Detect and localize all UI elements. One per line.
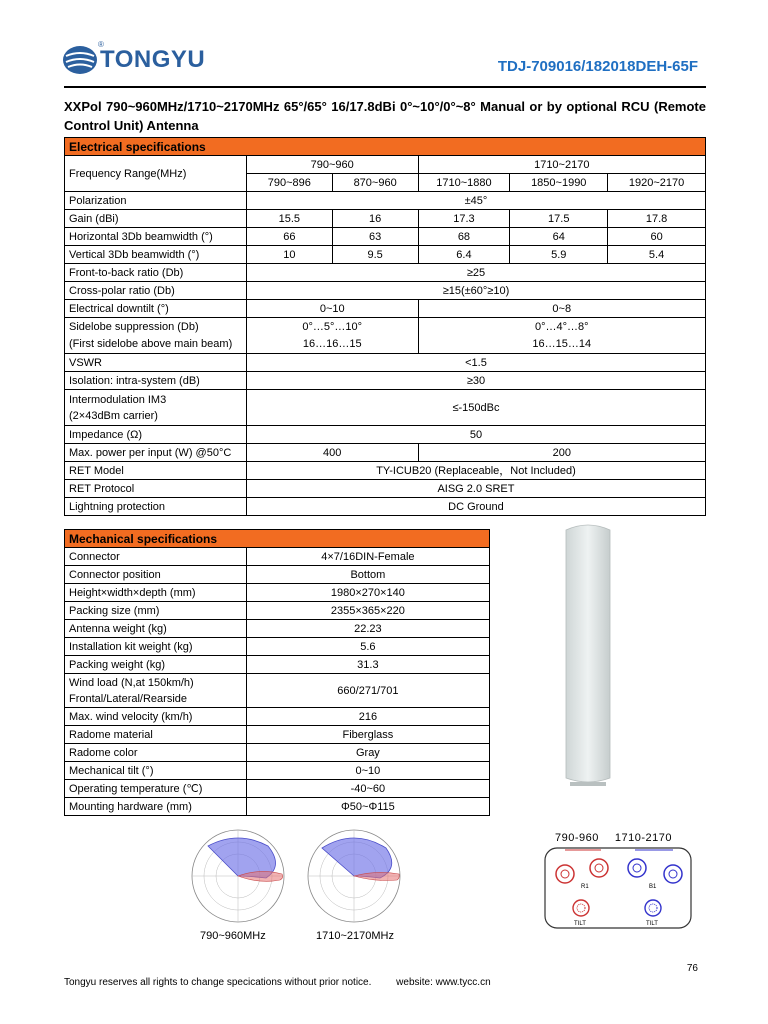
band-high: 1710~2170: [418, 156, 705, 174]
tongyu-logo-icon: [62, 42, 100, 76]
spec-value: 2355×365×220: [246, 602, 489, 620]
wind-label-line-2: Frontal/Lateral/Rearside: [69, 692, 188, 705]
spec-value: 200: [418, 444, 705, 462]
spec-value: 10: [246, 246, 332, 264]
spec-label: Connector: [65, 548, 247, 566]
tilt-port-2: [645, 900, 661, 916]
spec-value: 17.8: [608, 210, 706, 228]
spec-value: ±45°: [246, 192, 705, 210]
spec-value: Bottom: [246, 566, 489, 584]
spec-label: Mounting hardware (mm): [65, 798, 247, 816]
spec-value: 5.9: [510, 246, 608, 264]
spec-label: Packing weight (kg): [65, 656, 247, 674]
mechanical-row: [65, 744, 490, 762]
radiation-pattern-high-band: [304, 826, 404, 926]
spec-value: 16…15…14: [418, 336, 705, 354]
im3-label-line-2: (2×43dBm carrier): [69, 409, 158, 422]
spec-label: Impedance (Ω): [65, 426, 247, 444]
mechanical-row: [65, 798, 490, 816]
spec-label: Electrical downtilt (°): [65, 300, 247, 318]
footer-notice: Tongyu reserves all rights to change specications without prior notice.: [64, 977, 372, 988]
spec-value: 15.5: [246, 210, 332, 228]
footer: [64, 977, 491, 988]
connector-band-high: 1710-2170: [614, 832, 672, 844]
spec-value: 9.5: [332, 246, 418, 264]
tilt-port-1: [573, 900, 589, 916]
mechanical-heading: Mechanical specifications: [65, 530, 490, 548]
connector-port-blue-1: [628, 859, 646, 877]
spec-label: RET Model: [65, 462, 247, 480]
brand-name: TONGYU: [100, 46, 206, 73]
spec-value: AISG 2.0 SRET: [246, 480, 705, 498]
spec-value: 4×7/16DIN-Female: [246, 548, 489, 566]
spec-value: 17.3: [418, 210, 510, 228]
spec-value: 50: [246, 426, 705, 444]
r1-label: R1: [581, 884, 589, 890]
model-number: TDJ-709016/182018DEH-65F: [497, 58, 698, 75]
mechanical-row: [65, 708, 490, 726]
connector-port-red-2: [590, 859, 608, 877]
spec-value: 64: [510, 228, 608, 246]
spec-label: Lightning protection: [65, 498, 247, 516]
registered-mark: ®: [98, 40, 104, 49]
spec-value: ≥25: [246, 264, 705, 282]
mechanical-row: [65, 602, 490, 620]
sub-band: 1920~2170: [608, 174, 706, 192]
spec-value: <1.5: [246, 354, 705, 372]
sub-band: 870~960: [332, 174, 418, 192]
connector-band-labels: [555, 832, 688, 844]
mechanical-row: [65, 566, 490, 584]
spec-value: 31.3: [246, 656, 489, 674]
mechanical-row: [65, 780, 490, 798]
electrical-heading: Electrical specifications: [65, 138, 706, 156]
spec-label: RET Protocol: [65, 480, 247, 498]
b1-label: B1: [649, 884, 657, 890]
spec-label: Vertical 3Db beamwidth (°): [65, 246, 247, 264]
spec-label: Max. power per input (W) @50°C: [65, 444, 247, 462]
gain-row: [65, 210, 706, 228]
page-number: 76: [686, 963, 698, 974]
sub-band: 1850~1990: [510, 174, 608, 192]
spec-label: Max. wind velocity (km/h): [65, 708, 247, 726]
tongyu-logo: [62, 42, 222, 82]
tilt-label-1: TILT: [574, 921, 586, 927]
connector-port-blue-2: [664, 865, 682, 883]
spec-value: 16: [332, 210, 418, 228]
spec-value: 0~8: [418, 300, 705, 318]
pattern-label-low: 790~960MHz: [200, 930, 266, 942]
mechanical-row: [65, 584, 490, 602]
spec-label: Installation kit weight (kg): [65, 638, 247, 656]
spec-value: -40~60: [246, 780, 489, 798]
spec-label: Gain (dBi): [65, 210, 247, 228]
spec-label: Connector position: [65, 566, 247, 584]
sub-band: 790~896: [246, 174, 332, 192]
radiation-pattern-low-band: [188, 826, 288, 926]
spec-value: 1980×270×140: [246, 584, 489, 602]
spec-value: 60: [608, 228, 706, 246]
spec-value: TY-ICUB20 (Replaceable，Not Included): [246, 462, 705, 480]
spec-label: Sidelobe suppression (Db): [65, 318, 247, 336]
spec-label: [65, 674, 247, 708]
spec-value: 17.5: [510, 210, 608, 228]
spec-value: Fiberglass: [246, 726, 489, 744]
spec-label: VSWR: [65, 354, 247, 372]
wind-label-line-1: Wind load (N,at 150km/h): [69, 676, 194, 689]
spec-value: Φ50~Φ115: [246, 798, 489, 816]
antenna-product-image: [560, 520, 616, 790]
spec-value: 66: [246, 228, 332, 246]
spec-value: DC Ground: [246, 498, 705, 516]
spec-label: (First sidelobe above main beam): [65, 336, 247, 354]
mechanical-row: [65, 762, 490, 780]
spec-label: Packing size (mm): [65, 602, 247, 620]
spec-value: 0~10: [246, 762, 489, 780]
spec-value: 5.4: [608, 246, 706, 264]
footer-website: website: www.tycc.cn: [396, 977, 491, 988]
sub-band: 1710~1880: [418, 174, 510, 192]
spec-value: ≥30: [246, 372, 705, 390]
spec-value: 400: [246, 444, 418, 462]
mechanical-row: [65, 638, 490, 656]
spec-label: Mechanical tilt (°): [65, 762, 247, 780]
spec-label: Cross-polar ratio (Db): [65, 282, 247, 300]
connector-layout-diagram: [543, 846, 693, 930]
frequency-range-label: Frequency Range(MHz): [65, 156, 247, 192]
mechanical-row: [65, 656, 490, 674]
pattern-label-high: 1710~2170MHz: [316, 930, 394, 942]
spec-value: 68: [418, 228, 510, 246]
connector-band-low: 790-960: [555, 832, 599, 844]
mechanical-row: [65, 548, 490, 566]
spec-value: 0~10: [246, 300, 418, 318]
spec-label: [65, 390, 247, 426]
connector-port-red-1: [556, 865, 574, 883]
vertical-beamwidth-row: [65, 246, 706, 264]
spec-value: 22.23: [246, 620, 489, 638]
spec-value: 660/271/701: [246, 674, 489, 708]
spec-label: Antenna weight (kg): [65, 620, 247, 638]
spec-value: 63: [332, 228, 418, 246]
tilt-label-2: TILT: [646, 921, 658, 927]
spec-value: 5.6: [246, 638, 489, 656]
spec-value: 16…16…15: [246, 336, 418, 354]
electrical-specifications-table: [64, 137, 706, 516]
header-divider: [64, 86, 706, 88]
band-low: 790~960: [246, 156, 418, 174]
product-title: XXPol 790~960MHz/1710~2170MHz 65°/65° 16/17.8dBi 0°~10°/0°~8° Manual or by optional RCU (Remote Control Unit) Antenna: [64, 99, 706, 133]
spec-label: Isolation: intra-system (dB): [65, 372, 247, 390]
spec-label: Radome color: [65, 744, 247, 762]
mechanical-row: [65, 620, 490, 638]
spec-value: 0°…4°…8°: [418, 318, 705, 336]
mechanical-row: [65, 726, 490, 744]
spec-value: ≤-150dBc: [246, 390, 705, 426]
spec-value: ≥15(±60°≥10): [246, 282, 705, 300]
spec-value: 6.4: [418, 246, 510, 264]
spec-label: Polarization: [65, 192, 247, 210]
spec-label: Operating temperature (℃): [65, 780, 247, 798]
mechanical-specifications-table: [64, 529, 490, 816]
spec-label: Horizontal 3Db beamwidth (°): [65, 228, 247, 246]
spec-value: Gray: [246, 744, 489, 762]
horizontal-beamwidth-row: [65, 228, 706, 246]
spec-value: 216: [246, 708, 489, 726]
spec-label: Height×width×depth (mm): [65, 584, 247, 602]
im3-label-line-1: Intermodulation IM3: [69, 393, 167, 406]
spec-label: Front-to-back ratio (Db): [65, 264, 247, 282]
spec-label: Radome material: [65, 726, 247, 744]
spec-value: 0°…5°…10°: [246, 318, 418, 336]
